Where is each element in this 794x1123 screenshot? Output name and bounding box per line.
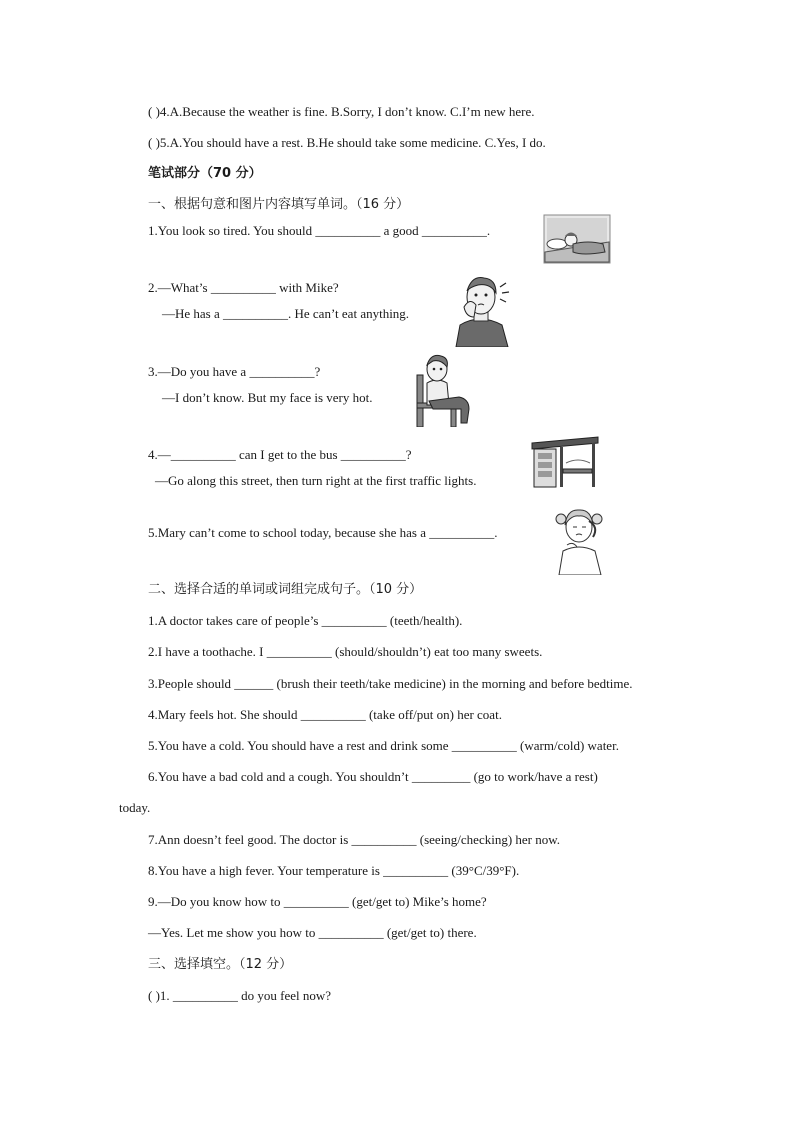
bus-stop-picture: [530, 433, 600, 489]
s1-question-4a: 4.—__________ can I get to the bus __________?: [148, 447, 412, 462]
s1-question-4b: —Go along this street, then turn right at the first traffic lights.: [155, 473, 477, 488]
s2-question-8: 8.You have a high fever. Your temperature is __________ (39°C/39°F).: [148, 863, 520, 878]
section3-title: 三、选择填空。（12 分）: [148, 957, 293, 972]
s2-question-9b: —Yes. Let me show you how to __________ (get/get to) there.: [148, 925, 477, 940]
s1-question-5: 5.Mary can’t come to school today, because she has a __________.: [148, 525, 498, 540]
s1-question-3b: —I don’t know. But my face is very hot.: [162, 390, 373, 405]
question-top-5: ( )5.A.You should have a rest. B.He should take some medicine. C.Yes, I do.: [148, 135, 546, 150]
s2-question-2: 2.I have a toothache. I __________ (should/shouldn’t) eat too many sweets.: [148, 644, 543, 659]
headache-girl-picture: [549, 505, 609, 575]
s3-question-1: ( )1. __________ do you feel now?: [148, 988, 332, 1003]
fever-boy-picture: [415, 353, 475, 427]
s2-question-9a: 9.—Do you know how to __________ (get/get to) Mike’s home?: [148, 894, 487, 909]
s2-question-5: 5.You have a cold. You should have a rest and drink some __________ (warm/cold) water.: [148, 738, 619, 753]
section1-title: 一、根据句意和图片内容填写单词。（16 分）: [148, 197, 410, 212]
s2-question-7: 7.Ann doesn’t feel good. The doctor is __________ (seeing/checking) her now.: [148, 832, 561, 847]
question-top-4: ( )4.A.Because the weather is fine. B.Sorry, I don’t know. C.I’m new here.: [148, 104, 535, 119]
tired-sleeping-picture: [543, 214, 611, 264]
written-section-header: 笔试部分（70 分）: [148, 166, 262, 181]
s1-question-3a: 3.—Do you have a __________?: [148, 364, 321, 379]
s2-question-3: 3.People should ______ (brush their teeth/take medicine) in the morning and before bedtime.: [148, 676, 633, 691]
s2-question-1: 1.A doctor takes care of people’s __________ (teeth/health).: [148, 613, 463, 628]
section2-title: 二、选择合适的单词或词组完成句子。（10 分）: [148, 582, 423, 597]
toothache-boy-picture: [452, 273, 512, 347]
s1-question-2a: 2.—What’s __________ with Mike?: [148, 280, 339, 295]
s2-question-6a: 6.You have a bad cold and a cough. You shouldn’t _________ (go to work/have a rest): [148, 769, 598, 784]
s2-question-4: 4.Mary feels hot. She should __________ (take off/put on) her coat.: [148, 707, 502, 722]
s2-question-6b: today.: [119, 800, 151, 815]
s1-question-1: 1.You look so tired. You should __________ a good __________.: [148, 223, 491, 238]
s1-question-2b: —He has a __________. He can’t eat anything.: [162, 306, 410, 321]
